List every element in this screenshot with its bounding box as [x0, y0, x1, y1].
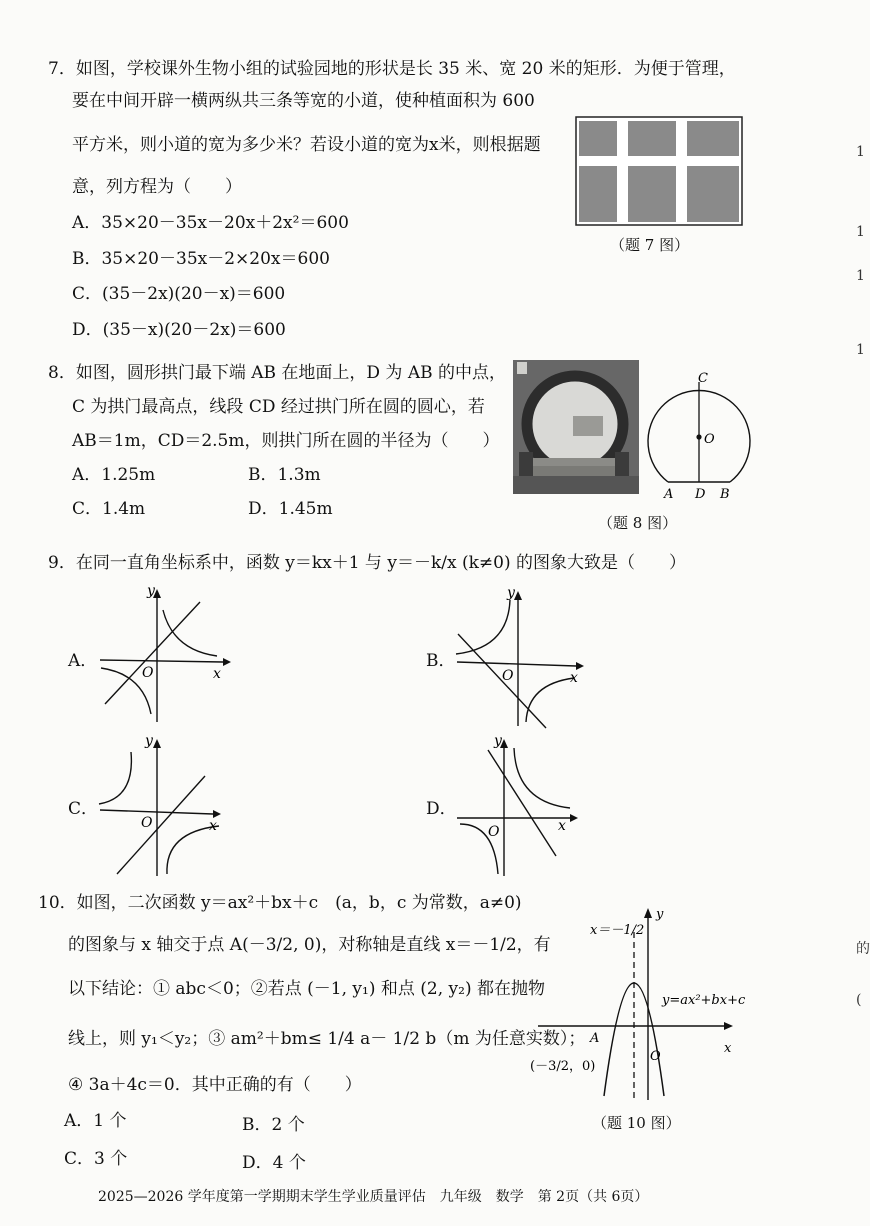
q10-line2: 的图象与 x 轴交于点 A(－3/2, 0)，对称轴是直线 x＝－1/2，有	[68, 935, 551, 955]
q8-label-c: C	[698, 371, 708, 386]
q9-graph-b	[452, 582, 592, 730]
q9-c-origin-label: O	[141, 815, 153, 831]
q10-line4: 线上，则 y₁＜y₂；③ am²＋bm≤ 1/4 a－ 1/2 b（m 为任意实数）；	[68, 1029, 586, 1049]
q8-arch-photo	[513, 360, 639, 494]
q8-label-a: A	[664, 487, 674, 502]
q10-option-c: C．3 个	[64, 1149, 128, 1169]
q7-line3: 平方米，则小道的宽为多少米？若设小道的宽为x米，则根据题	[72, 135, 541, 155]
edge-mark-4: 1	[856, 342, 865, 358]
q9-a-y-label: y	[147, 583, 155, 599]
q7-option-a: A．35×20－35x－20x＋2x²＝600	[72, 213, 349, 233]
q7-line1: 7．如图，学校课外生物小组的试验园地的形状是长 35 米、宽 20 米的矩形．为便于管理，	[48, 59, 736, 79]
q8-line2: C 为拱门最高点，线段 CD 经过拱门所在圆的圆心，若	[72, 397, 485, 417]
q9-b-origin-label: O	[502, 668, 514, 684]
q9-b-x-label: x	[570, 670, 578, 686]
q7-option-d: D．(35－x)(20－2x)＝600	[72, 320, 286, 340]
q8-line3: AB＝1m，CD＝2.5m，则拱门所在圆的半径为（ ）	[72, 431, 500, 451]
q10-parabola-figure	[528, 900, 746, 1104]
q7-option-b: B．35×20－35x－2×20x＝600	[72, 249, 330, 269]
q10-line1: 10．如图，二次函数 y＝ax²＋bx＋c (a，b，c 为常数，a≠0)	[38, 893, 522, 913]
q10-caption: （题 10 图）	[592, 1114, 681, 1132]
q10-point-label: (－3/2，0)	[530, 1059, 596, 1074]
edge-mark-2: 1	[856, 224, 865, 240]
q9-graph-c	[95, 732, 235, 880]
q9-option-d-label: D．	[426, 799, 457, 819]
edge-mark-5: 的	[856, 941, 870, 957]
q8-label-o: O	[704, 432, 715, 447]
q9-d-y-label: y	[494, 733, 502, 749]
q7-garden-figure	[574, 112, 746, 230]
q10-option-b: B．2 个	[242, 1115, 305, 1135]
q8-option-c: C．1.4m	[72, 499, 146, 519]
q9-option-b-label: B．	[426, 651, 456, 671]
q9-stem: 9．在同一直角坐标系中，函数 y＝kx＋1 与 y＝－k/x (k≠0) 的图象大致是（ ）	[48, 553, 686, 573]
edge-mark-6: (	[856, 992, 862, 1008]
q10-x-label: x	[724, 1041, 732, 1056]
page-footer: 2025—2026 学年度第一学期期末学生学业质量评估 九年级 数学 第 2页（共 6页）	[98, 1189, 649, 1205]
q8-label-b: B	[720, 487, 730, 502]
q9-d-x-label: x	[558, 818, 566, 834]
q7-caption: （题 7 图）	[610, 236, 690, 254]
q8-option-b: B．1.3m	[248, 465, 321, 485]
q8-line1: 8．如图，圆形拱门最下端 AB 在地面上，D 为 AB 的中点，	[48, 363, 507, 383]
q10-y-label: y	[656, 907, 664, 922]
q10-line5: ④ 3a＋4c＝0．其中正确的有（ ）	[68, 1075, 362, 1095]
q7-line2: 要在中间开辟一横两纵共三条等宽的小道，使种植面积为 600	[72, 91, 535, 111]
q10-line3: 以下结论：① abc＜0；②若点 (－1, y₁) 和点 (2, y₂) 都在抛物	[68, 979, 545, 999]
q9-a-x-label: x	[213, 666, 221, 682]
q10-curve-label: y=ax²+bx+c	[662, 993, 746, 1008]
q9-graph-d	[452, 732, 592, 880]
q7-line4: 意，列方程为（ ）	[72, 177, 242, 197]
q7-option-c: C．(35－2x)(20－x)＝600	[72, 284, 286, 304]
q8-caption: （题 8 图）	[598, 514, 678, 532]
q9-b-y-label: y	[507, 585, 515, 601]
q9-a-origin-label: O	[142, 665, 154, 681]
q10-origin-label: O	[650, 1049, 661, 1064]
q9-graph-a	[95, 582, 235, 727]
q10-option-d: D．4 个	[242, 1153, 306, 1173]
edge-mark-3: 1	[856, 268, 865, 284]
q9-option-a-label: A．	[68, 651, 98, 671]
q9-c-x-label: x	[209, 818, 217, 834]
q8-circle-diagram	[646, 366, 758, 504]
q10-option-a: A．1 个	[64, 1111, 127, 1131]
q9-option-c-label: C．	[68, 799, 99, 819]
q8-label-d: D	[695, 487, 706, 502]
q8-option-a: A．1.25m	[72, 465, 156, 485]
edge-mark-1: 1	[856, 144, 865, 160]
q10-point-a-label: A	[590, 1031, 600, 1046]
q10-axis-label: x＝－1/2	[590, 923, 645, 938]
q8-option-d: D．1.45m	[248, 499, 333, 519]
q9-c-y-label: y	[145, 733, 153, 749]
q9-d-origin-label: O	[488, 824, 500, 840]
